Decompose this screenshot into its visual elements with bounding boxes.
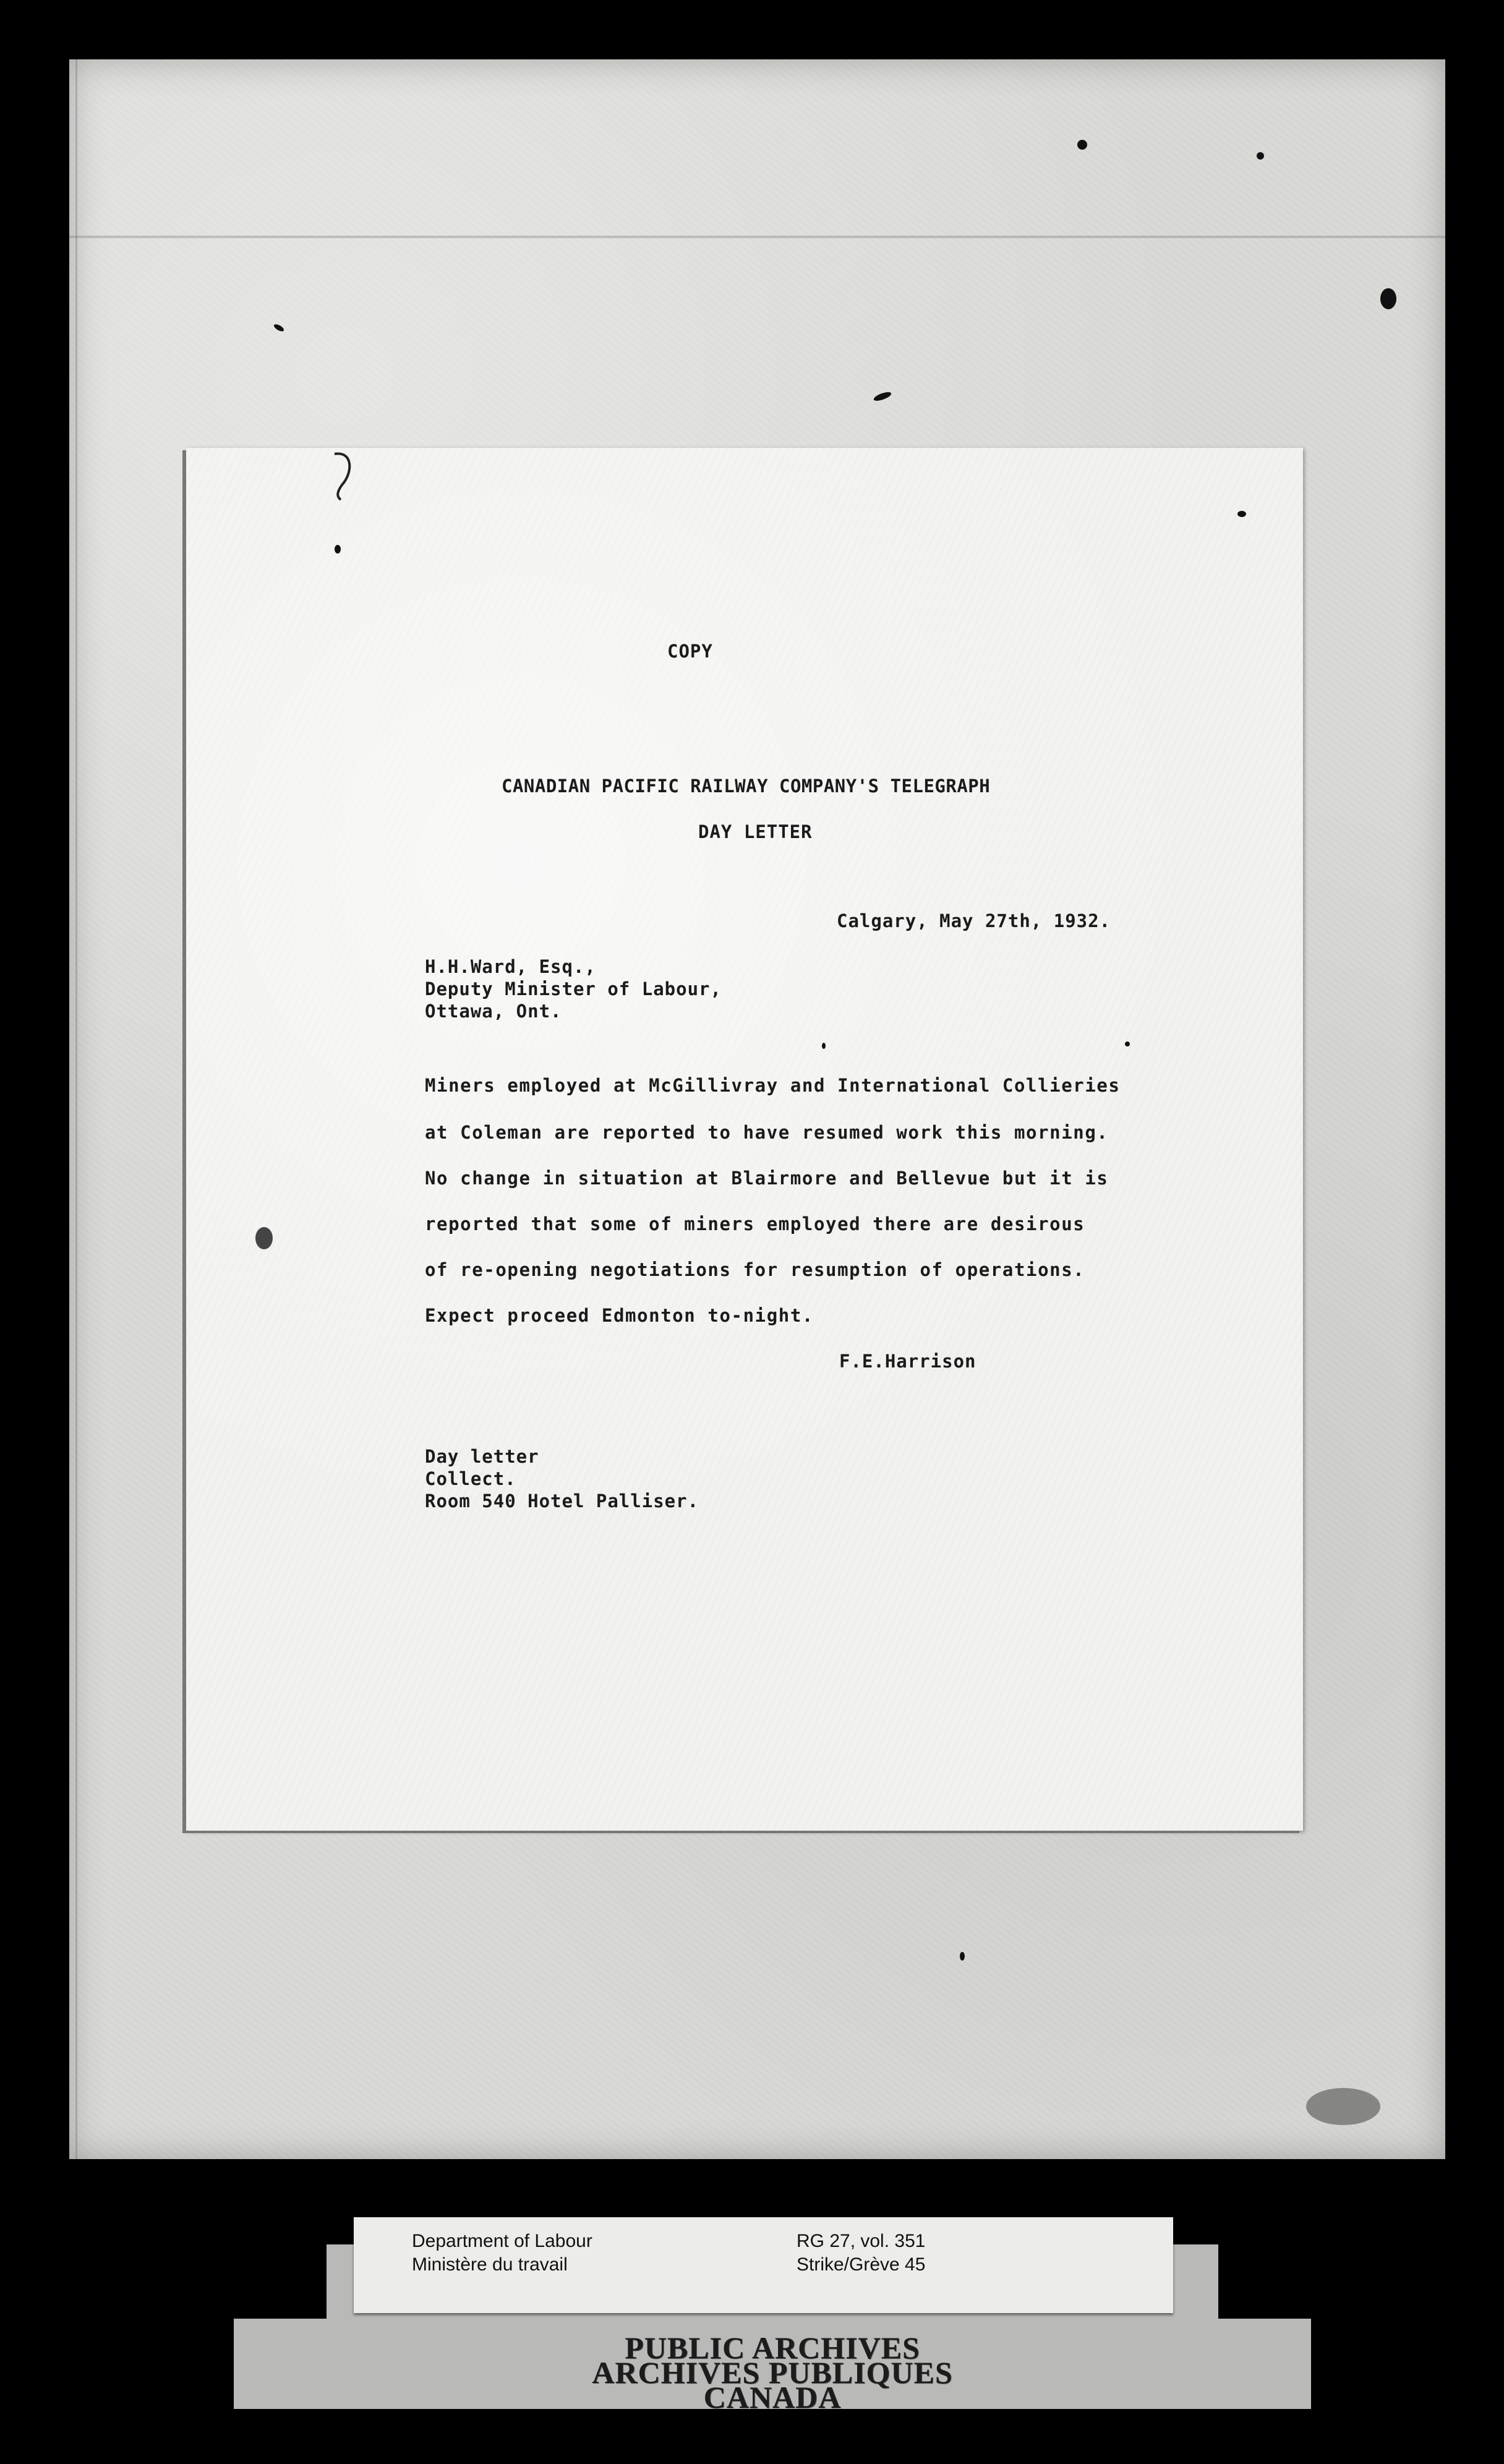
archives-country: CANADA bbox=[703, 2380, 842, 2415]
board-speck bbox=[873, 390, 892, 403]
signature: F.E.Harrison bbox=[839, 1351, 976, 1372]
footer-note: Collect. bbox=[425, 1468, 516, 1489]
body-line: No change in situation at Blairmore and Bellevue but it is bbox=[425, 1168, 1109, 1189]
sheet-speck bbox=[1125, 1042, 1130, 1046]
typed-telegram-sheet bbox=[186, 448, 1303, 1831]
label-frame-notch bbox=[1218, 2244, 1311, 2319]
footer-note: Day letter bbox=[425, 1446, 539, 1467]
board-speck bbox=[273, 323, 285, 333]
body-line: Expect proceed Edmonton to-night. bbox=[425, 1305, 814, 1326]
label-frame-notch bbox=[234, 2244, 327, 2319]
body-line: of re-opening negotiations for resumption of operations. bbox=[425, 1259, 1085, 1280]
recipient-line: Ottawa, Ont. bbox=[425, 1001, 562, 1022]
body-line: at Coleman are reported to have resumed work this morning. bbox=[425, 1122, 1109, 1143]
strike-number: Strike/Grève 45 bbox=[797, 2254, 926, 2275]
pencil-mark-icon bbox=[328, 448, 365, 503]
recipient-line: H.H.Ward, Esq., bbox=[425, 956, 596, 977]
archive-reference-card bbox=[354, 2217, 1173, 2313]
sheet-speck bbox=[335, 545, 341, 554]
footer-note: Room 540 Hotel Palliser. bbox=[425, 1491, 699, 1512]
archives-en: PUBLIC ARCHIVES bbox=[625, 2330, 920, 2365]
dateline: Calgary, May 27th, 1932. bbox=[837, 910, 1111, 931]
board-speck bbox=[1380, 288, 1396, 309]
copy-mark: COPY bbox=[667, 641, 713, 662]
board-speck bbox=[1257, 152, 1264, 160]
board-fold-line bbox=[69, 236, 1445, 238]
archives-fr: ARCHIVES PUBLIQUES bbox=[592, 2355, 953, 2390]
body-line: reported that some of miners employed there are desirous bbox=[425, 1213, 1085, 1234]
sheet-speck bbox=[255, 1227, 273, 1249]
day-letter-heading: DAY LETTER bbox=[698, 821, 813, 842]
board-speck bbox=[1077, 140, 1087, 150]
sheet-speck bbox=[1237, 511, 1246, 517]
board-speck bbox=[1306, 2088, 1380, 2125]
department-en: Department of Labour bbox=[412, 2231, 592, 2251]
reference-number: RG 27, vol. 351 bbox=[797, 2231, 926, 2251]
body-line: Miners employed at McGillivray and International Collieries bbox=[425, 1075, 1121, 1096]
board-speck bbox=[960, 1952, 965, 1961]
department-fr: Ministère du travail bbox=[412, 2254, 568, 2275]
board-left-crease bbox=[75, 59, 77, 2159]
recipient-line: Deputy Minister of Labour, bbox=[425, 978, 722, 999]
sheet-speck bbox=[822, 1043, 826, 1049]
telegraph-heading: CANADIAN PACIFIC RAILWAY COMPANY'S TELEGRAPH bbox=[502, 776, 991, 797]
